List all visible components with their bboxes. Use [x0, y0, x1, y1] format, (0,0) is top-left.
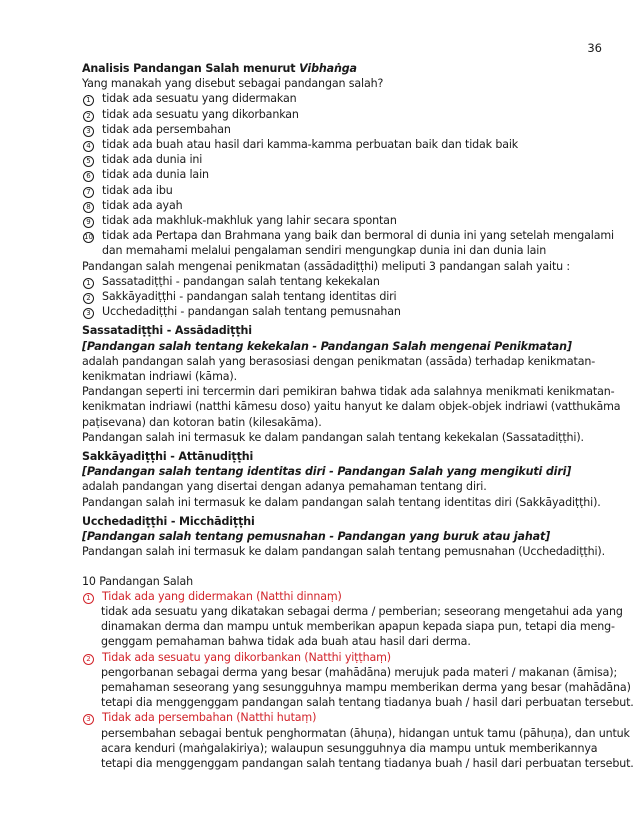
uccheda-body: [82, 544, 604, 559]
sassata-body: [82, 354, 621, 445]
list-item-continuation: dan memahami melalui pengalaman sendiri mengungkap dunia ini dan dunia lain: [102, 244, 547, 258]
body-line: kenikmatan indriawi (kāma).: [82, 370, 237, 384]
ten-item-title: Tidak ada sesuatu yang dikorbankan (Natthi yiṭṭhaṃ): [102, 650, 391, 664]
body-line: Pandangan salah ini termasuk ke dalam pandangan salah tentang kekekalan (Sassatadiṭṭhi).: [82, 430, 584, 444]
ten-views-list: [82, 589, 634, 771]
body-line: adalah pandangan yang disertai dengan adanya pemahaman tentang diri.: [82, 480, 487, 494]
intro-three-text: Pandangan salah mengenai penikmatan (assādadiṭṭhi) meliputi 3 pandangan salah yaitu :: [82, 259, 571, 273]
wrong-view-list: [82, 91, 614, 258]
ten-item-line: persembahan sebagai bentuk penghormatan (āhuṇa), hidangan untuk tamu (pāhuṇa), dan untuk: [101, 726, 630, 740]
sassata-subheading: [Pandangan salah tentang kekekalan - Pandangan Salah mengenai Penikmatan]: [82, 339, 572, 353]
ten-item-line: tetapi dia menggenggam pandangan salah tentang tiadanya buah / hasil dari perbuatan tersebut.: [101, 756, 634, 770]
list-item-text: tidak ada sesuatu yang dikorbankan: [102, 107, 299, 121]
list-item: [82, 137, 604, 152]
ten-item-head: [82, 650, 604, 665]
list-item-text: tidak ada persembahan: [102, 122, 231, 136]
list-item: [82, 274, 604, 289]
circled-number: 6: [83, 171, 94, 182]
section-title-italic: Vibhaṅga: [299, 62, 357, 75]
circled-number: 2: [83, 293, 94, 304]
ten-item-line: tetapi dia menggenggam pandangan salah tentang tiadanya buah / hasil dari perbuatan tersebut.: [101, 696, 634, 710]
body-line: kenikmatan indriawi (natthi kāmesu doso) yaitu hanyut ke dalam objek-objek indriawi (vatthukāma: [82, 400, 621, 414]
page-number: 36: [587, 41, 602, 55]
ten-item-title: Tidak ada yang didermakan (Natthi dinnaṃ): [102, 589, 342, 603]
list-item: [82, 152, 604, 167]
ten-item-line: pengorbanan sebagai derma yang besar (mahādāna) merujuk pada materi / makanan (āmisa);: [101, 665, 618, 679]
body-line: adalah pandangan salah yang berasosiasi dengan penikmatan (assāda) terhadap kenikmatan-: [82, 354, 596, 368]
circled-number: 2: [83, 654, 94, 665]
list-item: [82, 213, 604, 228]
question-text: Yang manakah yang disebut sebagai pandangan salah?: [82, 77, 384, 91]
circled-number: 3: [83, 714, 94, 725]
ten-item-line: pemahaman seseorang yang sesungguhnya mampu memberikan derma yang besar (mahādāna): [101, 680, 631, 694]
ten-item-line: tidak ada sesuatu yang dikatakan sebagai derma / pemberian; seseorang mengetahui ada yang: [101, 604, 623, 618]
uccheda-subheading: [Pandangan salah tentang pemusnahan - Pandangan yang buruk atau jahat]: [82, 530, 551, 544]
ten-item-line: acara kenduri (maṅgalakiriya); walaupun sesungguhnya dia mampu untuk memberikannya: [101, 741, 598, 755]
sakkaya-heading: Sakkāyadiṭṭhi - Attānudiṭṭhi: [82, 450, 254, 464]
ten-item-line: genggam pemahaman bahwa tidak ada buah atau hasil dari derma.: [101, 635, 471, 649]
circled-number: 2: [83, 111, 94, 122]
circled-number: 1: [83, 95, 94, 106]
ten-item-line: dinamakan derma dan mampu untuk memberikan apapun kepada siapa pun, tetapi dia meng-: [101, 620, 615, 634]
sakkaya-body: [82, 479, 604, 509]
circled-number: 9: [83, 217, 94, 228]
list-item: [82, 91, 604, 106]
list-item-text: tidak ada dunia lain: [102, 168, 209, 182]
list-item: [82, 198, 604, 213]
uccheda-heading: Ucchedadiṭṭhi - Micchādiṭṭhi: [82, 514, 255, 528]
circled-number: 3: [83, 126, 94, 137]
list-item-text: Ucchedadiṭṭhi - pandangan salah tentang pemusnahan: [102, 305, 401, 319]
list-item: [82, 107, 604, 122]
ten-item-head: [82, 710, 604, 725]
list-item: [82, 167, 604, 182]
list-item-text: Sakkāyadiṭṭhi - pandangan salah tentang identitas diri: [102, 290, 397, 304]
body-line: paṭisevana) dan kotoran batin (kilesakāma).: [82, 415, 322, 429]
ten-item-title: Tidak ada persembahan (Natthi hutaṃ): [102, 711, 317, 725]
ten-views-title: 10 Pandangan Salah: [82, 574, 193, 588]
section-title-text: Analisis Pandangan Salah menurut: [82, 62, 300, 75]
list-item-text: tidak ada Pertapa dan Brahmana yang baik dan bermoral di dunia ini yang setelah mengalami: [102, 229, 614, 243]
body-line: Pandangan salah ini termasuk ke dalam pandangan salah tentang identitas diri (Sakkāyadiṭṭhi).: [82, 495, 601, 509]
circled-number: 3: [83, 308, 94, 319]
circled-number: 8: [83, 202, 94, 213]
circled-number: 10: [84, 233, 93, 242]
three-views-list: [82, 274, 604, 320]
section-title: [82, 61, 604, 76]
body-line: Pandangan salah ini termasuk ke dalam pandangan salah tentang pemusnahan (Ucchedadiṭṭhi).: [82, 545, 605, 559]
circled-number: 7: [83, 187, 94, 198]
list-item-text: tidak ada ibu: [102, 183, 173, 197]
list-item: [82, 228, 614, 243]
page-content: [82, 61, 634, 771]
list-item: [82, 122, 604, 137]
list-item-text: tidak ada makhluk-makhluk yang lahir secara spontan: [102, 214, 397, 228]
list-item-text: tidak ada dunia ini: [102, 153, 203, 167]
list-item: [82, 183, 604, 198]
body-line: Pandangan seperti ini tercermin dari pemikiran bahwa tidak ada salahnya menikmati kenikmatan-: [82, 385, 615, 399]
ten-item-head: [82, 589, 604, 604]
list-item-text: tidak ada sesuatu yang didermakan: [102, 92, 297, 106]
list-item: [82, 289, 604, 304]
circled-number: 5: [83, 156, 94, 167]
list-item-text: Sassatadiṭṭhi - pandangan salah tentang kekekalan: [102, 274, 380, 288]
list-item-text: tidak ada ayah: [102, 198, 183, 212]
sassata-heading: Sassatadiṭṭhi - Assādadiṭṭhi: [82, 324, 252, 338]
circled-number: 1: [83, 278, 94, 289]
circled-number: 1: [83, 593, 94, 604]
list-item-text: tidak ada buah atau hasil dari kamma-kamma perbuatan baik dan tidak baik: [102, 138, 519, 152]
list-item: [82, 304, 604, 319]
sakkaya-subheading: [Pandangan salah tentang identitas diri - Pandangan Salah yang mengikuti diri]: [82, 465, 572, 479]
circled-number: 4: [83, 141, 94, 152]
